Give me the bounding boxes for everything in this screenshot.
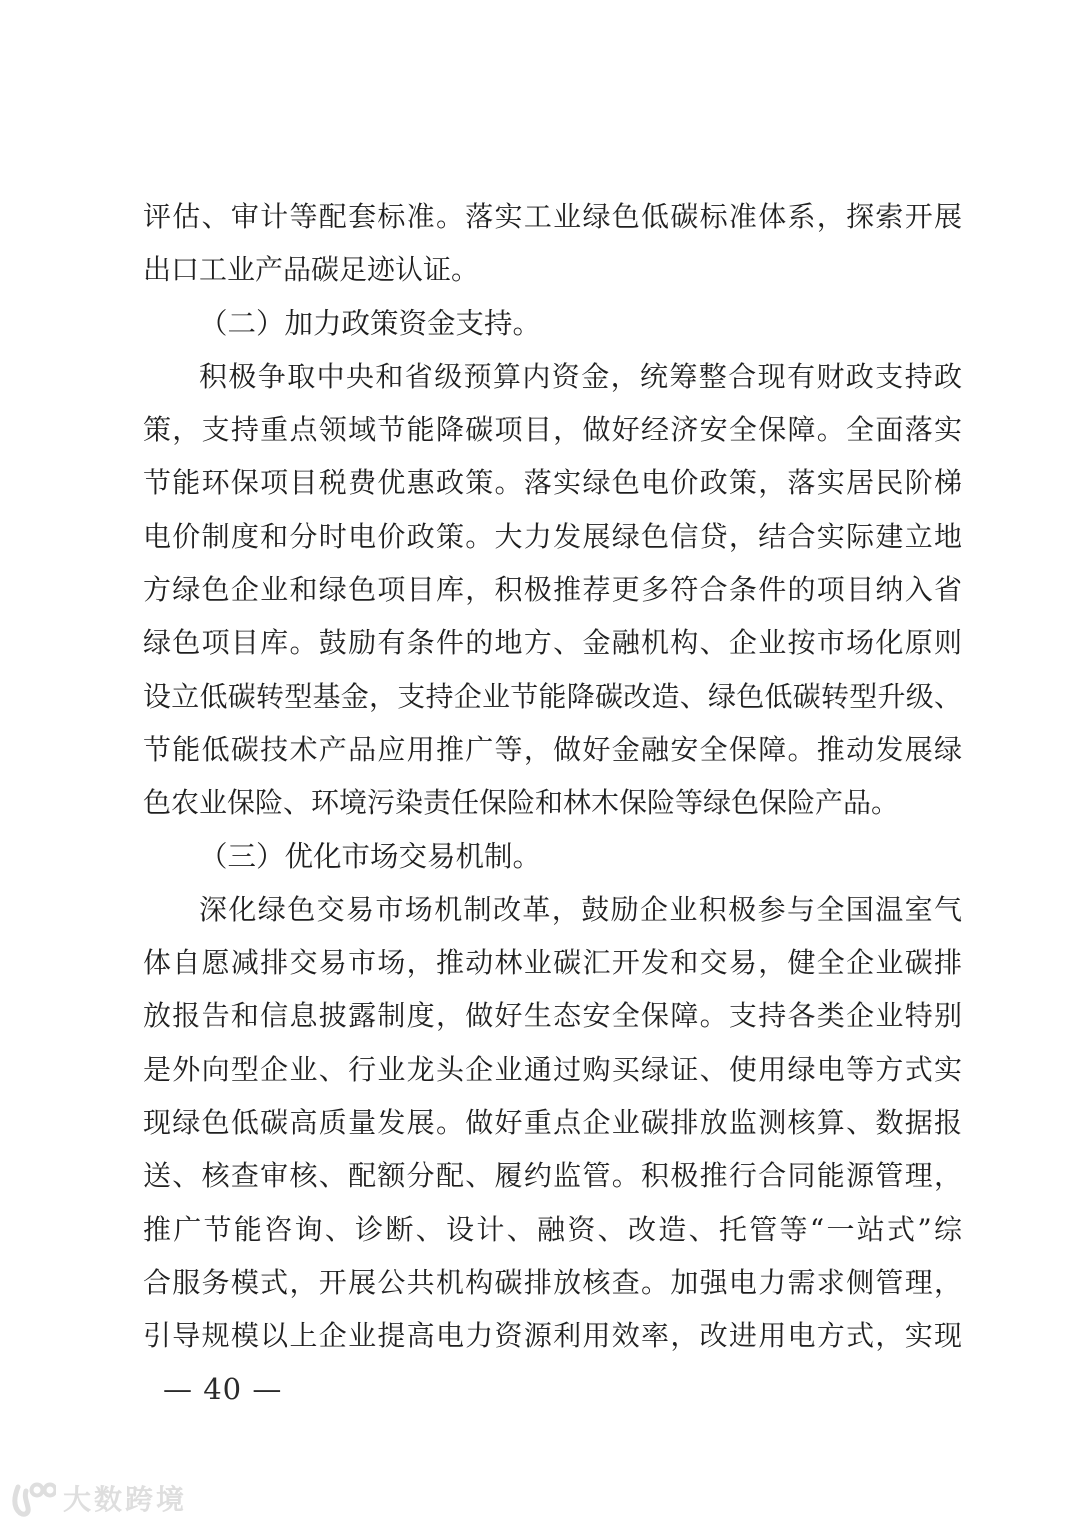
text-line: 积极争取中央和省级预算内资金，统筹整合现有财政支持政: [199, 359, 962, 393]
watermark-text: 大数跨境: [63, 1483, 188, 1516]
document-text-block: [143, 190, 962, 1363]
text-line: 出口工业产品碳足迹认证。: [143, 253, 480, 287]
text-line: 节能环保项目税费优惠政策。落实绿色电价政策，落实居民阶梯: [143, 466, 962, 500]
text-line: 设立低碳转型基金，支持企业节能降碳改造、绿色低碳转型升级、: [143, 679, 962, 713]
text-line: 引导规模以上企业提高电力资源利用效率，改进用电方式，实现: [143, 1319, 962, 1353]
text-line: 是外向型企业、行业龙头企业通过购买绿证、使用绿电等方式实: [143, 1052, 962, 1086]
text-line: 绿色项目库。鼓励有条件的地方、金融机构、企业按市场化原则: [143, 626, 962, 660]
text-line: 体自愿减排交易市场，推动林业碳汇开发和交易，健全企业碳排: [143, 946, 962, 980]
text-line: 现绿色低碳高质量发展。做好重点企业碳排放监测核算、数据报: [143, 1106, 962, 1140]
text-line: 色农业保险、环境污染责任保险和林木保险等绿色保险产品。: [143, 786, 900, 820]
text-line: 节能低碳技术产品应用推广等，做好金融安全保障。推动发展绿: [143, 732, 962, 766]
watermark-logo-icon: [8, 1477, 56, 1519]
text-line: 方绿色企业和绿色项目库，积极推荐更多符合条件的项目纳入省: [143, 573, 962, 607]
page-number: — 40 —: [163, 1372, 283, 1406]
text-line: 深化绿色交易市场机制改革，鼓励企业积极参与全国温室气: [199, 892, 962, 926]
watermark: [8, 1476, 187, 1520]
text-line: 送、核查审核、配额分配、履约监管。积极推行合同能源管理，: [143, 1159, 962, 1193]
section-heading: （二）加力政策资金支持。: [199, 306, 542, 340]
section-heading: （三）优化市场交易机制。: [199, 839, 542, 873]
text-line: 评估、审计等配套标准。落实工业绿色低碳标准体系，探索开展: [143, 200, 962, 233]
text-line: 放报告和信息披露制度，做好生态安全保障。支持各类企业特别: [143, 999, 962, 1033]
text-line: 策，支持重点领域节能降碳项目，做好经济安全保障。全面落实: [143, 413, 962, 447]
text-line: 合服务模式，开展公共机构碳排放核查。加强电力需求侧管理，: [143, 1265, 962, 1299]
text-line: 电价制度和分时电价政策。大力发展绿色信贷，结合实际建立地: [143, 519, 962, 553]
text-line: 推广节能咨询、诊断、设计、融资、改造、托管等“一站式”综: [143, 1212, 962, 1246]
